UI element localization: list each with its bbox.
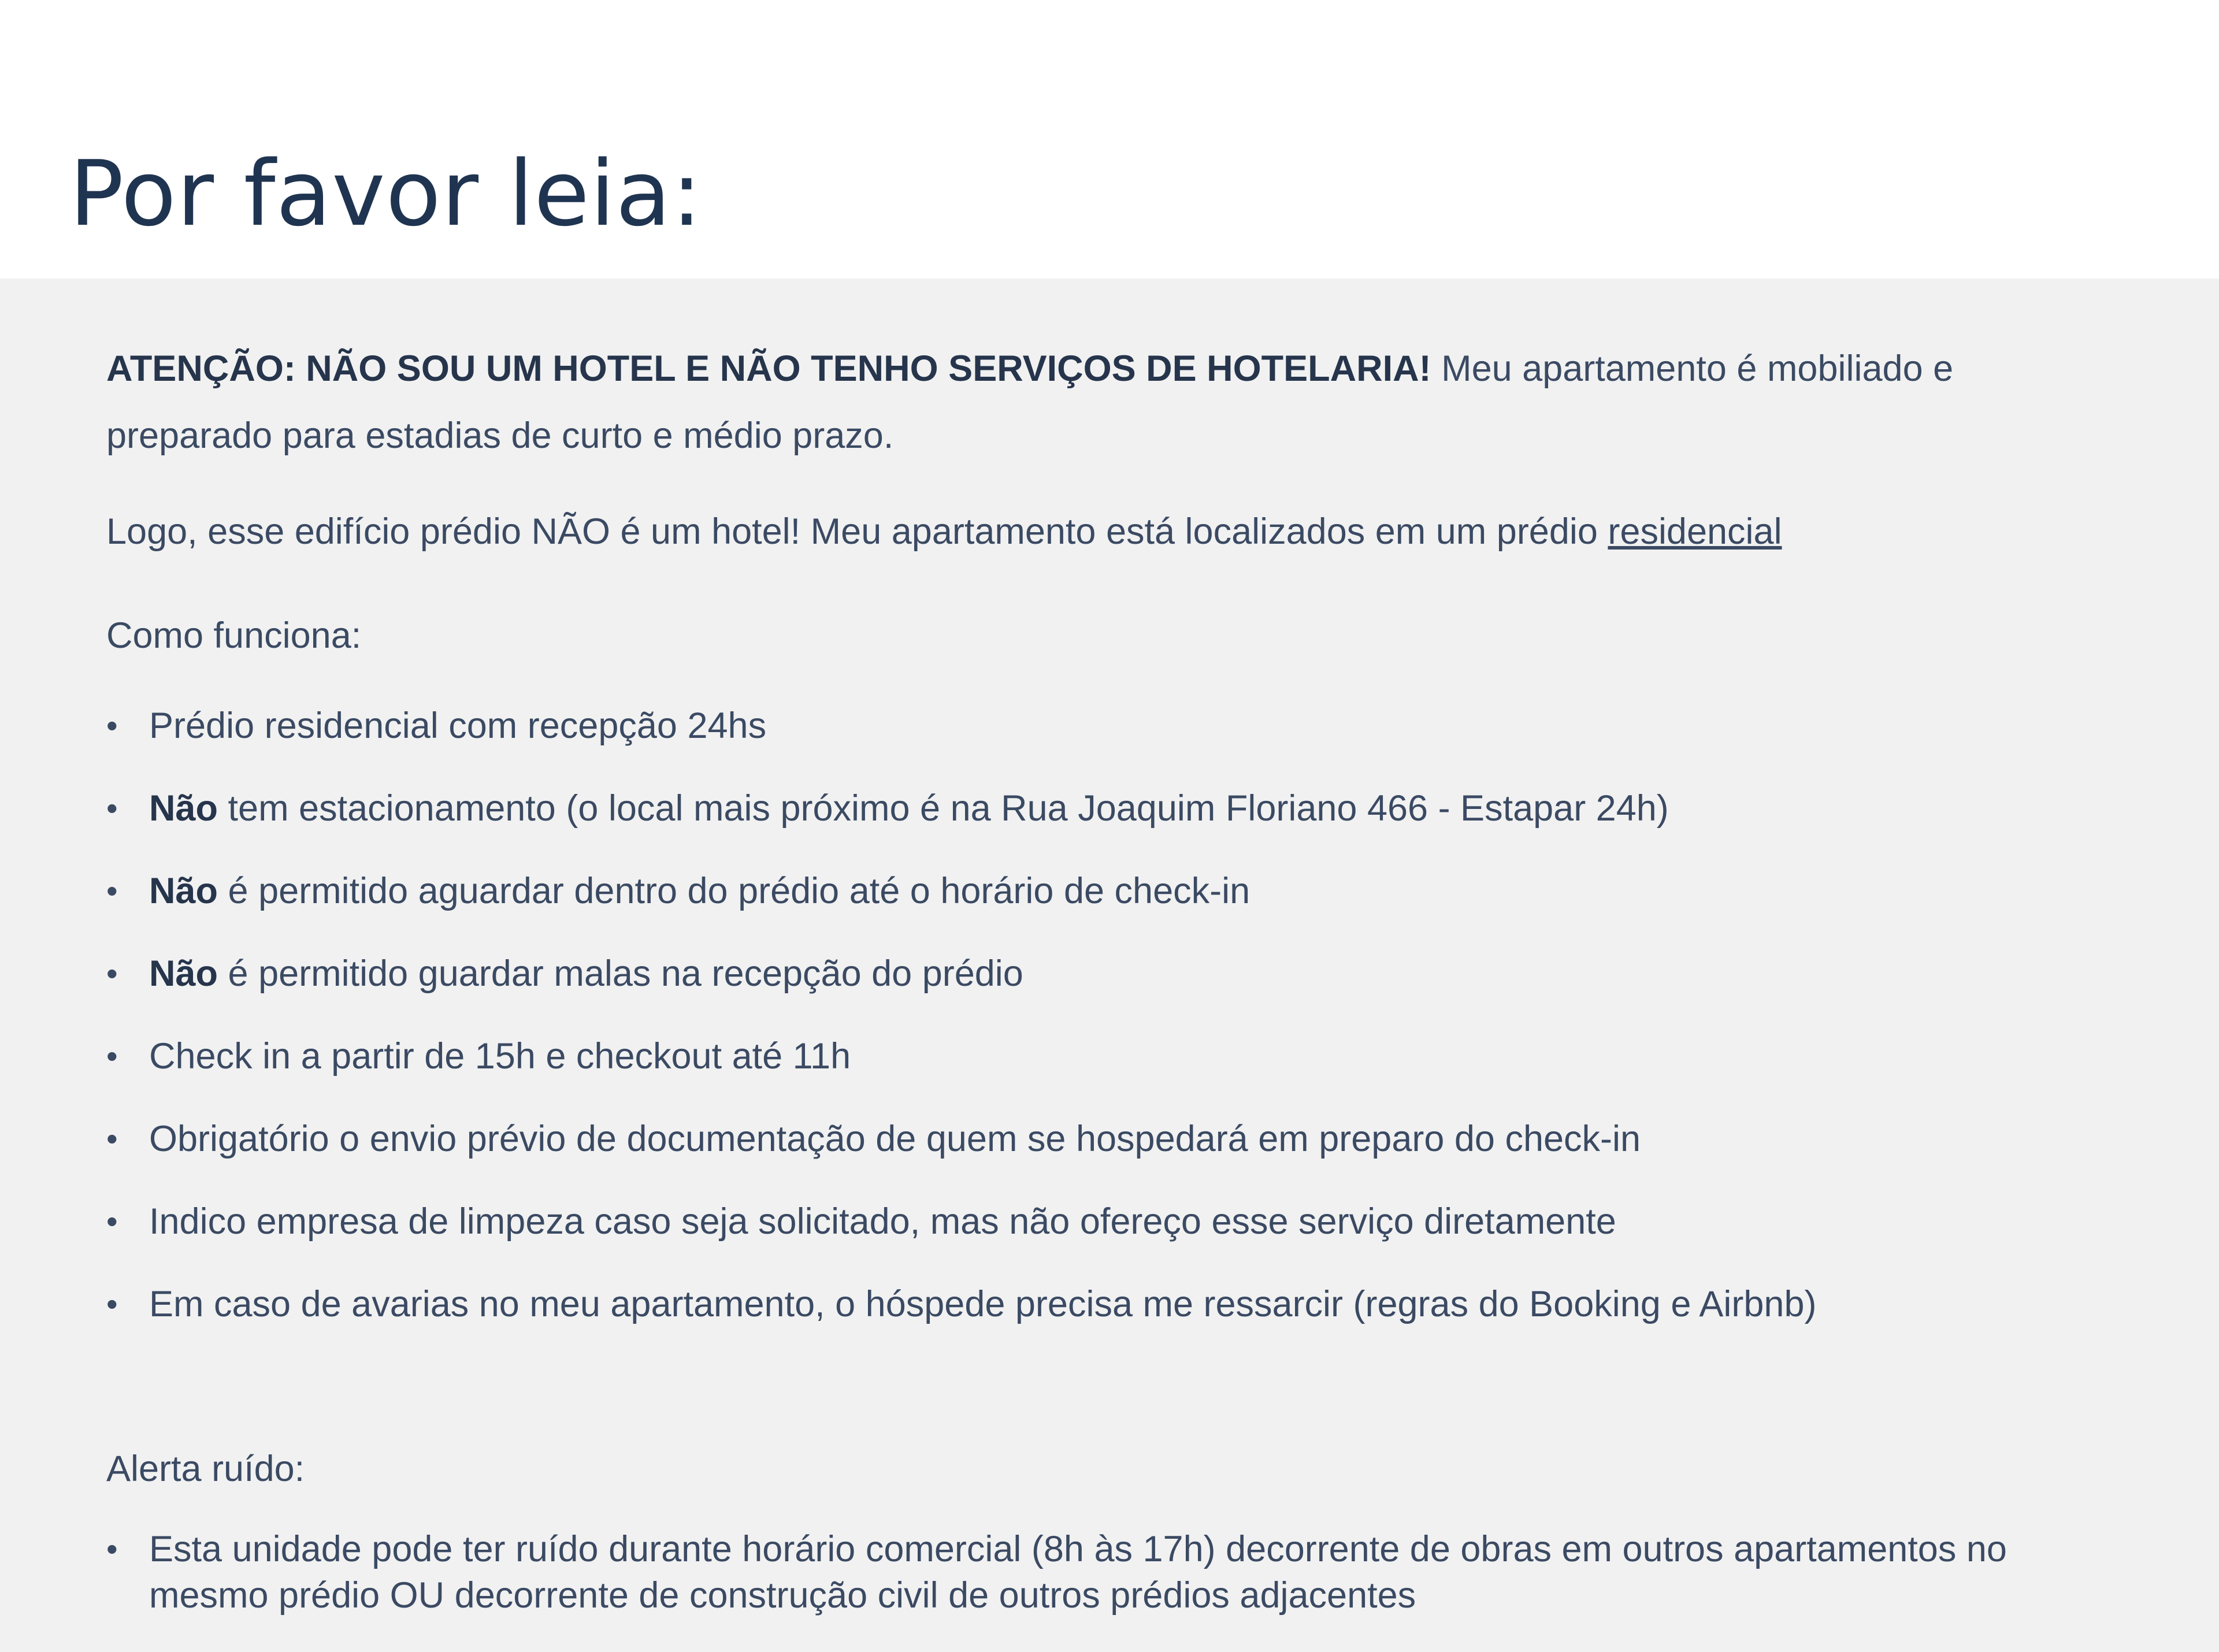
residential-link[interactable]: residencial xyxy=(1608,511,1782,552)
list-item-text: Prédio residencial com recepção 24hs xyxy=(149,706,767,746)
list-item-text: é permitido aguardar dentro do prédio até o horário de check-in xyxy=(218,871,1250,911)
list-item xyxy=(106,868,1816,951)
bullet-icon: • xyxy=(106,1038,118,1074)
list-item-text: Obrigatório o envio prévio de documentação de quem se hospedará em preparo do check-in xyxy=(149,1119,1641,1159)
list-item xyxy=(106,785,1816,868)
list-item-text: é permitido guardar malas na recepção do prédio xyxy=(218,953,1023,994)
bullet-icon: • xyxy=(106,1286,118,1322)
hotel-warning-bold: ATENÇÃO: NÃO SOU UM HOTEL E NÃO TENHO SERVIÇOS DE HOTELARIA! xyxy=(106,348,1431,389)
list-item-text: Em caso de avarias no meu apartamento, o hóspede precisa me ressarcir (regras do Booking e Airbnb) xyxy=(149,1284,1817,1324)
list-item-text: Check in a partir de 15h e checkout até 11h xyxy=(149,1036,851,1076)
list-item-bold: Não xyxy=(149,871,218,911)
building-text: Logo, esse edifício prédio NÃO é um hotel! Meu apartamento está localizados em um prédio xyxy=(106,511,1608,552)
list-item-text: tem estacionamento (o local mais próximo é na Rua Joaquim Floriano 466 - Estapar 24h) xyxy=(218,788,1669,829)
list-item-bold: Não xyxy=(149,953,218,994)
page-title: Por favor leia: xyxy=(69,141,703,246)
list-item-text: Indico empresa de limpeza caso seja solicitado, mas não ofereço esse serviço diretamente xyxy=(149,1201,1616,1242)
notice-panel xyxy=(0,279,2219,1652)
bullet-icon: • xyxy=(106,1120,118,1157)
bullet-icon: • xyxy=(106,955,118,992)
list-item xyxy=(106,951,1816,1033)
list-item xyxy=(106,1116,1816,1198)
list-item xyxy=(106,1281,1816,1364)
hotel-warning-paragraph xyxy=(106,335,2094,469)
bullet-icon: • xyxy=(106,1531,118,1567)
list-item-bold: Não xyxy=(149,788,218,829)
noise-alert-list xyxy=(106,1526,2114,1618)
header xyxy=(0,0,2219,279)
bullet-icon: • xyxy=(106,790,118,826)
how-it-works-list xyxy=(106,703,1816,1364)
bullet-icon: • xyxy=(106,873,118,909)
list-item xyxy=(106,703,1816,785)
building-paragraph xyxy=(106,508,1782,555)
list-item-text: Esta unidade pode ter ruído durante horário comercial (8h às 17h) decorrente de obras em outros apartamentos no mesmo prédio OU decorrente de construção civil de outros prédios adjacentes xyxy=(149,1529,2007,1616)
noise-alert-heading: Alerta ruído: xyxy=(106,1449,305,1489)
hotel-warning-text: Meu apartamento é mobiliado e preparado para estadias de curto e médio prazo. xyxy=(106,348,1954,456)
bullet-icon: • xyxy=(106,1203,118,1239)
list-item xyxy=(106,1526,2114,1618)
how-it-works-heading: Como funciona: xyxy=(106,615,362,656)
list-item xyxy=(106,1198,1816,1281)
list-item xyxy=(106,1033,1816,1116)
bullet-icon: • xyxy=(106,707,118,744)
